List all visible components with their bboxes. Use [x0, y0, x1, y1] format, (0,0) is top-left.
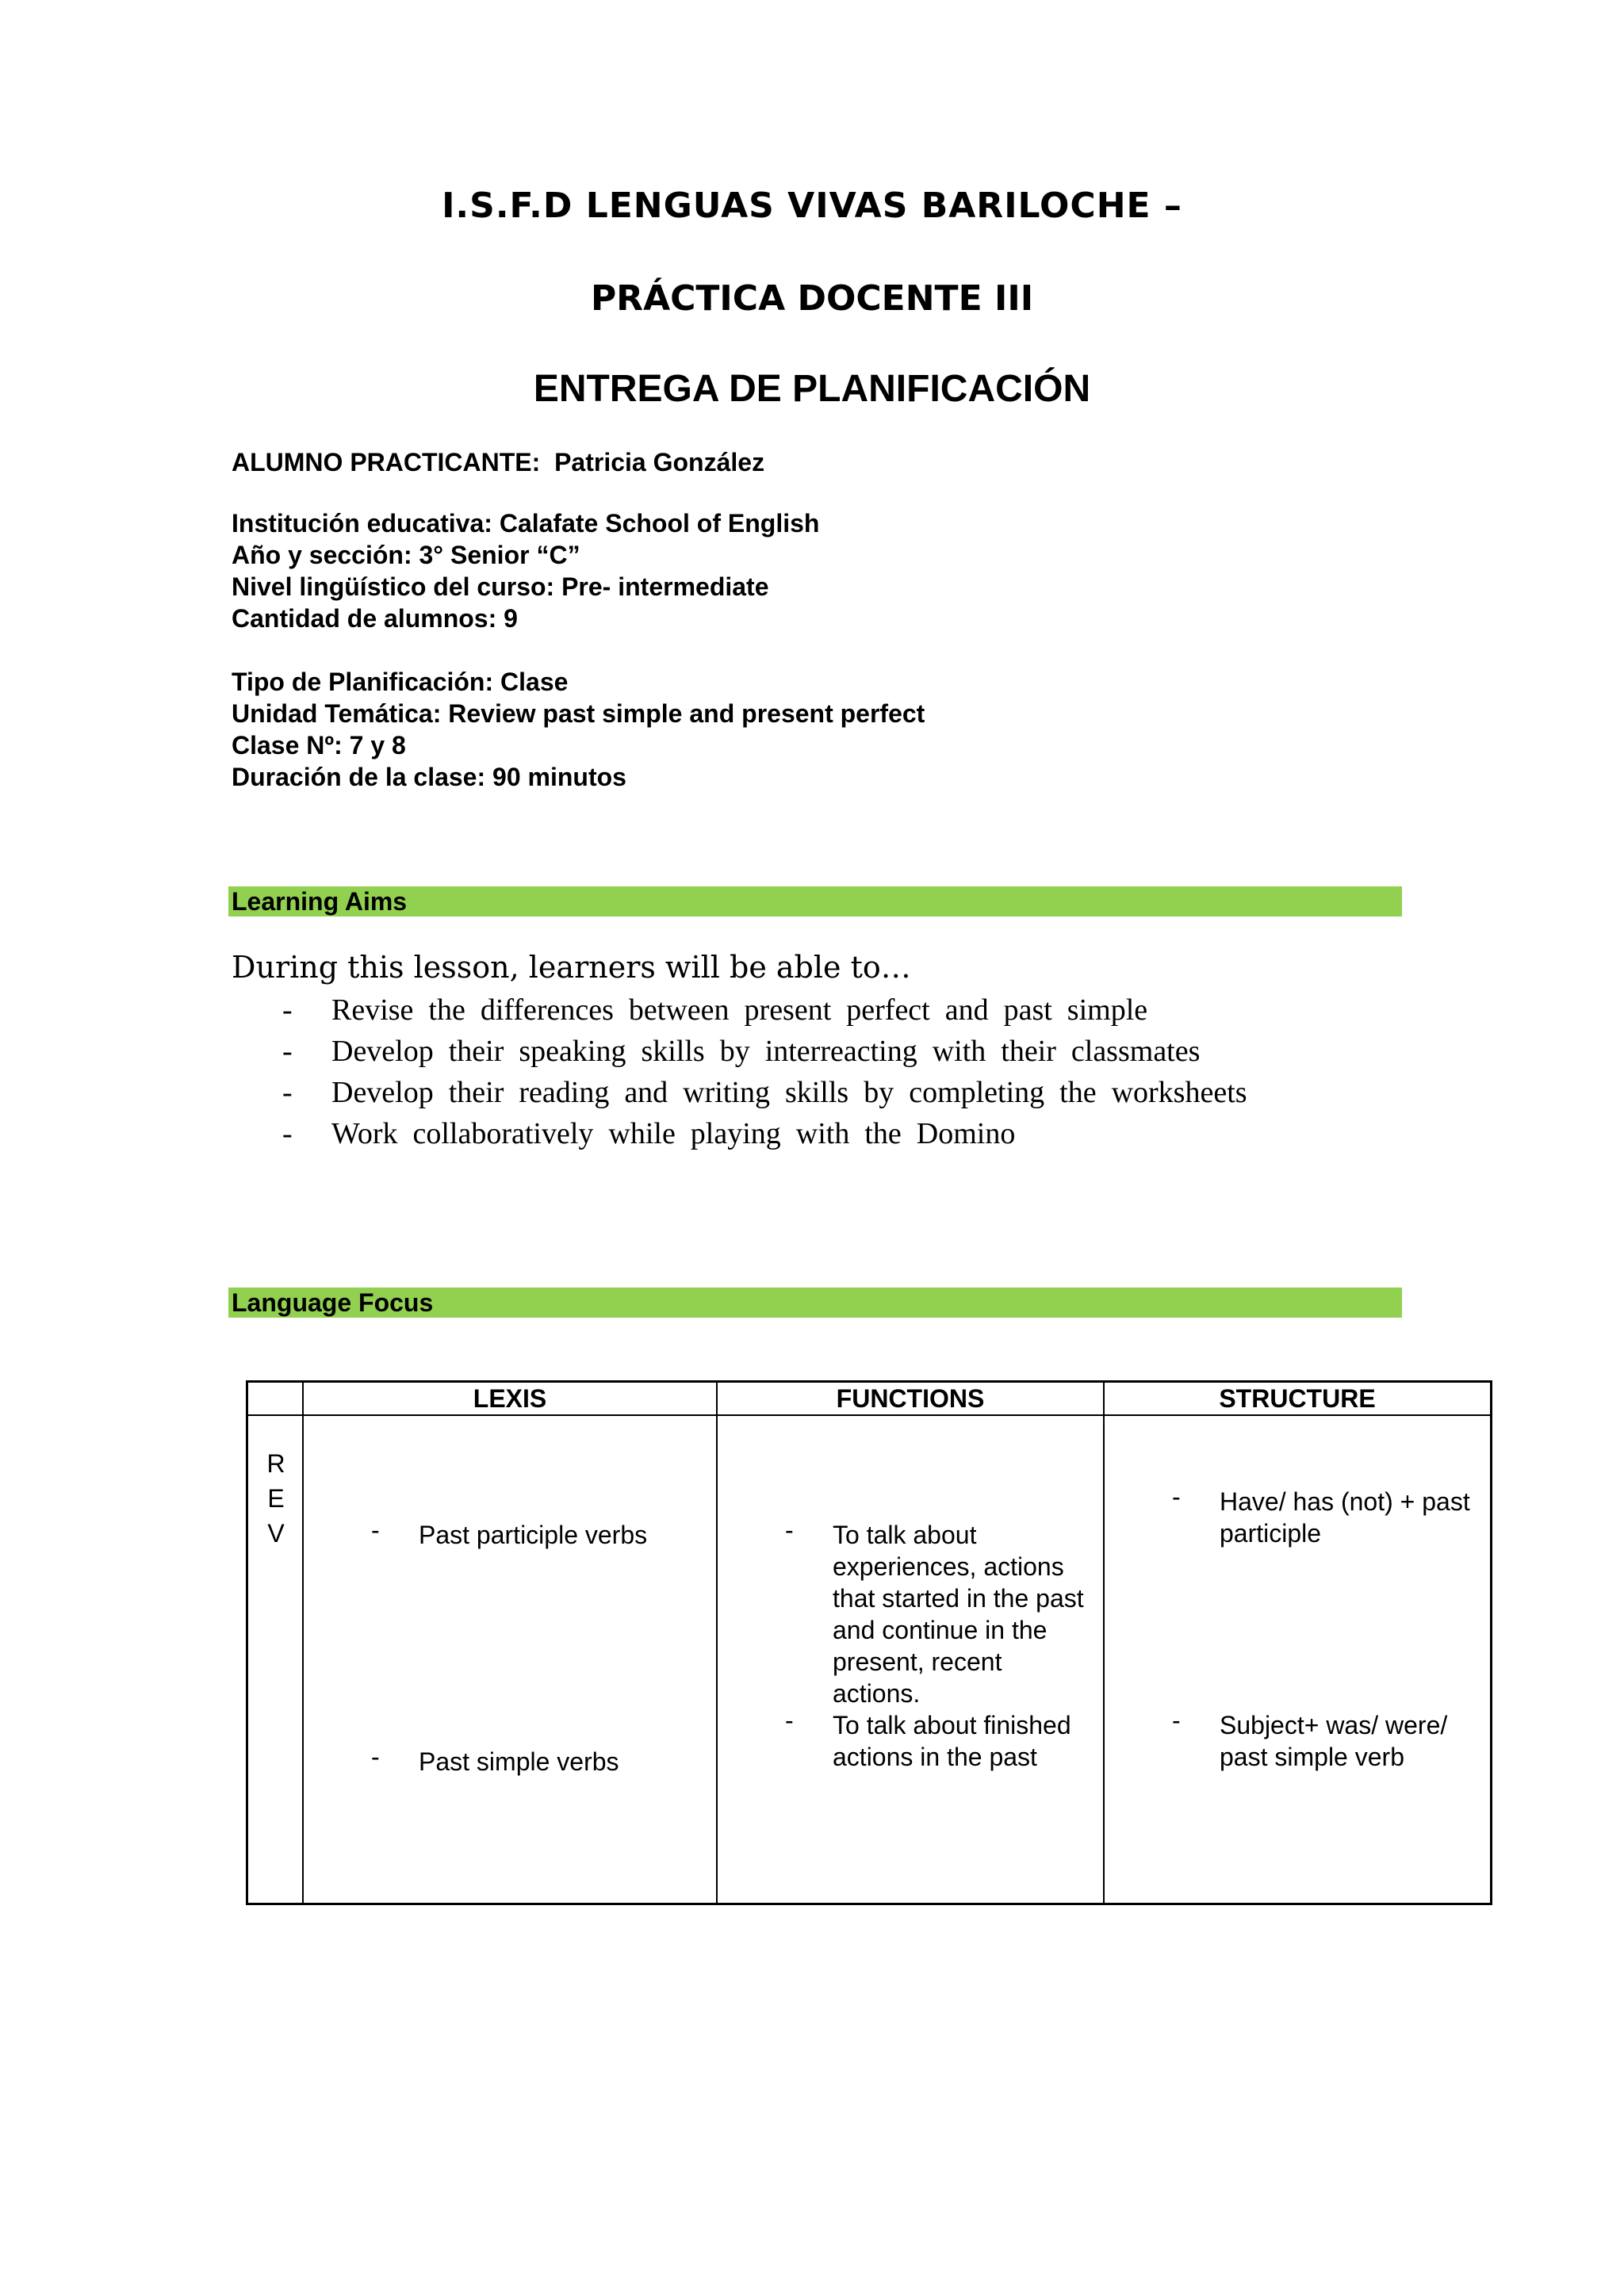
institution-info — [232, 507, 819, 634]
learning-aims-intro: During this lesson, learners will be able to… — [232, 950, 911, 985]
unit-line: Unidad Temática: Review past simple and present perfect — [232, 699, 925, 728]
column-divider — [716, 1383, 718, 1903]
functions-item: - To talk about experiences, actions that started in the past and continue in the present, recent actions. — [785, 1516, 1084, 1708]
level-line: Nivel lingüístico del curso: Pre- intermediate — [232, 572, 769, 601]
planning-type-line: Tipo de Planificación: Clase — [232, 668, 569, 696]
planning-info — [232, 666, 925, 793]
row-label: R E V — [266, 1449, 285, 1548]
column-header-structure: STRUCTURE — [1219, 1384, 1376, 1413]
lexis-item: - Past participle verbs — [371, 1516, 648, 1549]
class-number-line: Clase Nº: 7 y 8 — [232, 731, 406, 760]
institution-line: Institución educativa: Calafate School of English — [232, 509, 820, 538]
lexis-item: - Past simple verbs — [371, 1743, 619, 1776]
students-count-line: Cantidad de alumnos: 9 — [232, 604, 518, 633]
functions-item: - To talk about finished actions in the past — [785, 1706, 1071, 1771]
institute-title: I.S.F.D LENGUAS VIVAS BARILOCHE – — [442, 186, 1182, 226]
column-header-functions: FUNCTIONS — [836, 1384, 985, 1413]
student-name: ALUMNO PRACTICANTE: Patricia González — [232, 448, 765, 476]
column-divider — [1103, 1383, 1105, 1903]
structure-item: - Subject+ was/ were/ past simple verb — [1172, 1706, 1448, 1771]
year-section-line: Año y sección: 3° Senior “C” — [232, 541, 580, 569]
duration-line: Duración de la clase: 90 minutos — [232, 763, 626, 791]
learning-aims-list — [282, 989, 1247, 1154]
list-item: - Work collaboratively while playing with the Domino — [282, 1117, 1016, 1150]
header-divider — [248, 1414, 1490, 1416]
column-header-lexis: LEXIS — [473, 1384, 547, 1413]
document-title: ENTREGA DE PLANIFICACIÓN — [533, 368, 1091, 410]
list-item: - Develop their reading and writing skills by completing the worksheets — [282, 1076, 1247, 1109]
learning-aims-heading: Learning Aims — [228, 886, 1402, 916]
language-focus-heading: Language Focus — [228, 1288, 1402, 1318]
language-focus-table — [246, 1380, 1492, 1905]
structure-item: - Have/ has (not) + past participle — [1172, 1483, 1470, 1548]
course-title: PRÁCTICA DOCENTE III — [590, 278, 1034, 319]
list-item: - Revise the differences between present perfect and past simple — [282, 993, 1148, 1027]
list-item: - Develop their speaking skills by interreacting with their classmates — [282, 1035, 1201, 1068]
